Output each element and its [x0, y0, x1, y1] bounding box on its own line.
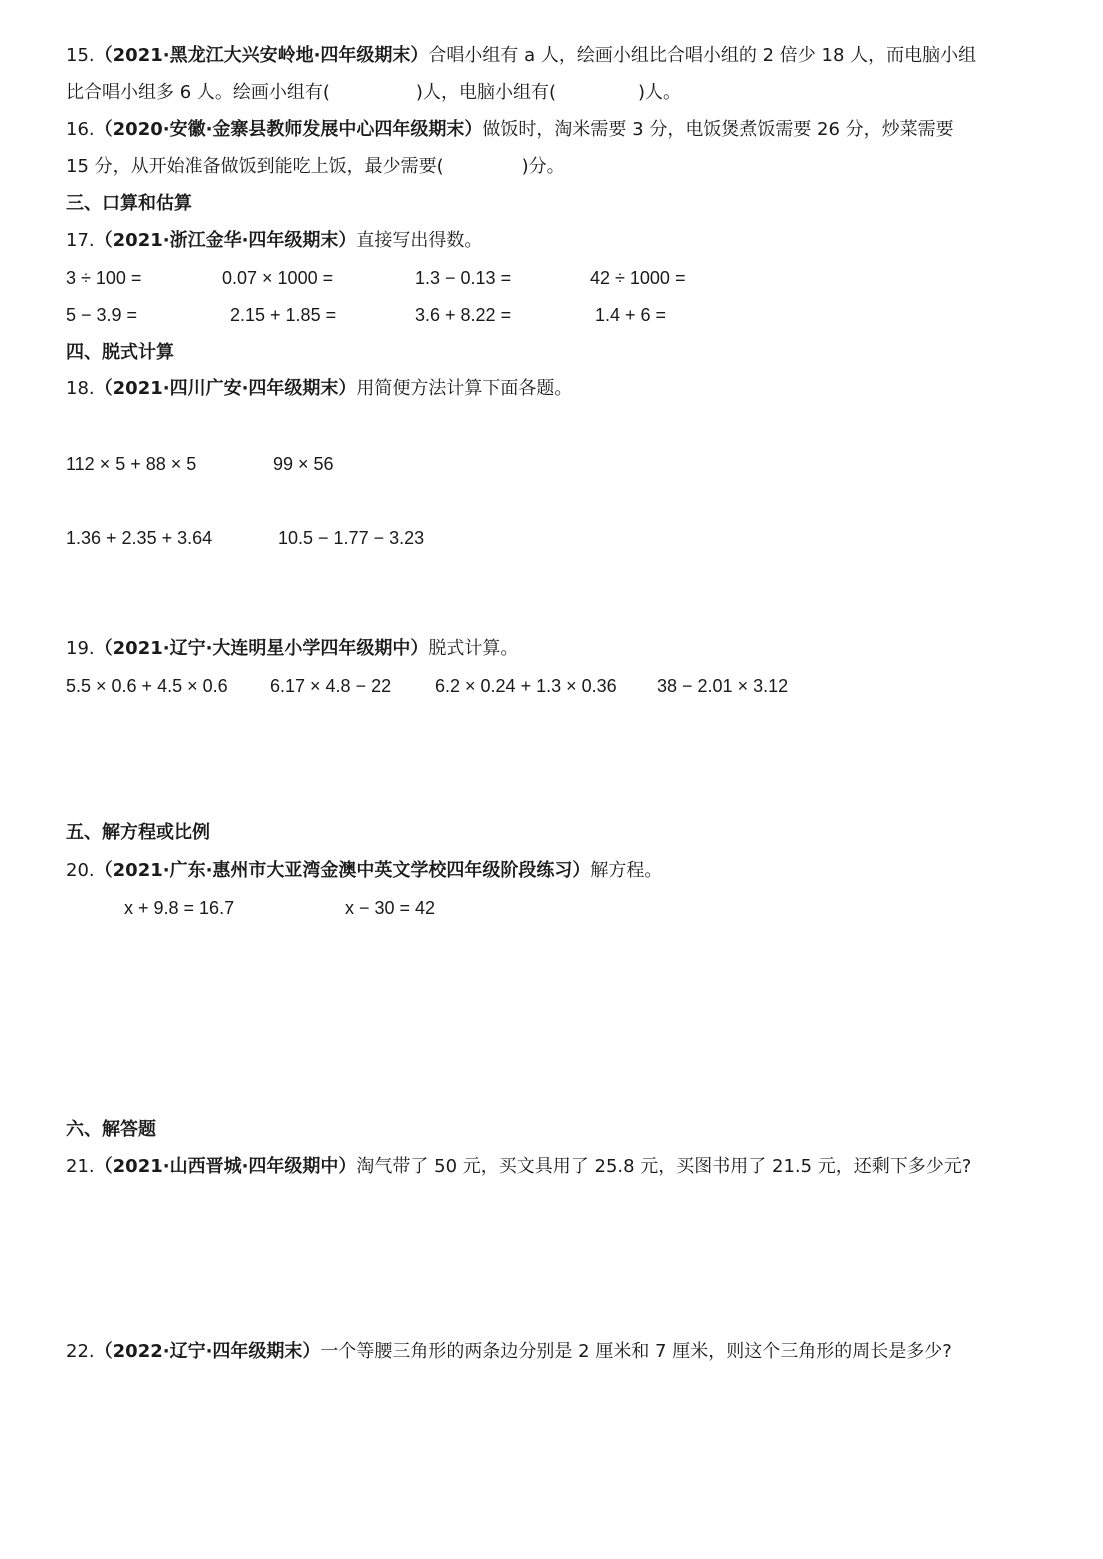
question-number: 22.	[66, 1341, 95, 1362]
question-text: 15 分，从开始准备做饭到能吃上饭，最少需要(	[66, 156, 444, 177]
math-expr: 112 × 5 + 88 × 5	[66, 454, 197, 474]
math-expr: 0.07 × 1000 =	[222, 268, 334, 288]
math-expr: 99 × 56	[273, 454, 334, 474]
question-text: 用简便方法计算下面各题。	[356, 378, 573, 399]
question-text: 直接写出得数。	[356, 230, 483, 251]
question-source: （2021·山西晋城·四年级期中）	[94, 1156, 357, 1177]
section-heading: 六、解答题	[66, 1119, 156, 1140]
q18-line1	[66, 376, 572, 402]
q15-line1	[66, 43, 976, 69]
question-source: （2020·安徽·金寨县教师发展中心四年级期末）	[94, 119, 483, 140]
question-text: 一个等腰三角形的两条边分别是 2 厘米和 7 厘米，则这个三角形的周长是多少?	[320, 1341, 952, 1362]
math-expr: 6.2 × 0.24 + 1.3 × 0.36	[435, 676, 617, 696]
question-number: 15.	[66, 45, 95, 66]
q22-line1	[66, 1339, 952, 1365]
section-heading: 五、解方程或比例	[66, 822, 210, 843]
math-expr: x − 30 = 42	[345, 898, 436, 918]
question-number: 21.	[66, 1156, 95, 1177]
question-text: 解方程。	[590, 860, 663, 881]
question-source: （2022·辽宁·四年级期末）	[94, 1341, 321, 1362]
q16-line1	[66, 117, 954, 143]
math-expr: 3 ÷ 100 =	[66, 268, 142, 288]
section-heading: 四、脱式计算	[66, 342, 174, 363]
question-number: 16.	[66, 119, 95, 140]
q17-line1	[66, 228, 482, 254]
math-expr: 10.5 − 1.77 − 3.23	[278, 528, 425, 548]
math-expr: 2.15 + 1.85 =	[230, 305, 337, 325]
question-number: 17.	[66, 230, 95, 251]
question-source: （2021·浙江金华·四年级期末）	[94, 230, 357, 251]
question-text: 做饭时，淘米需要 3 分，电饭煲煮饭需要 26 分，炒菜需要	[482, 119, 954, 140]
question-text: 脱式计算。	[428, 638, 519, 659]
section-heading: 三、口算和估算	[66, 193, 192, 214]
math-expr: 3.6 + 8.22 =	[415, 305, 512, 325]
math-expr: 42 ÷ 1000 =	[590, 268, 686, 288]
question-text: 淘气带了 50 元，买文具用了 25.8 元，买图书用了 21.5 元，还剩下多少元?	[356, 1156, 972, 1177]
math-expr: 38 − 2.01 × 3.12	[657, 676, 789, 696]
question-source: （2021·黑龙江大兴安岭地·四年级期末）	[94, 45, 429, 66]
math-expr: x + 9.8 = 16.7	[124, 898, 235, 918]
question-text: )人。	[637, 82, 681, 103]
math-expr: 6.17 × 4.8 − 22	[270, 676, 392, 696]
question-number: 20.	[66, 860, 95, 881]
q20-line1	[66, 858, 662, 884]
math-expr: 1.4 + 6 =	[595, 305, 667, 325]
question-text: )人，电脑小组有(	[415, 82, 556, 103]
question-text: 比合唱小组多 6 人。绘画小组有(	[66, 82, 330, 103]
question-text: )分。	[521, 156, 565, 177]
q19-line1	[66, 636, 518, 662]
question-source: （2021·辽宁·大连明星小学四年级期中）	[94, 638, 429, 659]
question-source: （2021·四川广安·四年级期末）	[94, 378, 357, 399]
math-expr: 1.3 − 0.13 =	[415, 268, 512, 288]
q16-line2	[66, 154, 565, 180]
question-text: 合唱小组有 a 人，绘画小组比合唱小组的 2 倍少 18 人，而电脑小组	[428, 45, 977, 66]
math-expr: 5 − 3.9 =	[66, 305, 138, 325]
q21-line1	[66, 1154, 971, 1180]
question-source: （2021·广东·惠州市大亚湾金澳中英文学校四年级阶段练习）	[94, 860, 591, 881]
q15-line2	[66, 80, 681, 106]
math-expr: 5.5 × 0.6 + 4.5 × 0.6	[66, 676, 228, 696]
math-expr: 1.36 + 2.35 + 3.64	[66, 528, 213, 548]
question-number: 19.	[66, 638, 95, 659]
question-number: 18.	[66, 378, 95, 399]
